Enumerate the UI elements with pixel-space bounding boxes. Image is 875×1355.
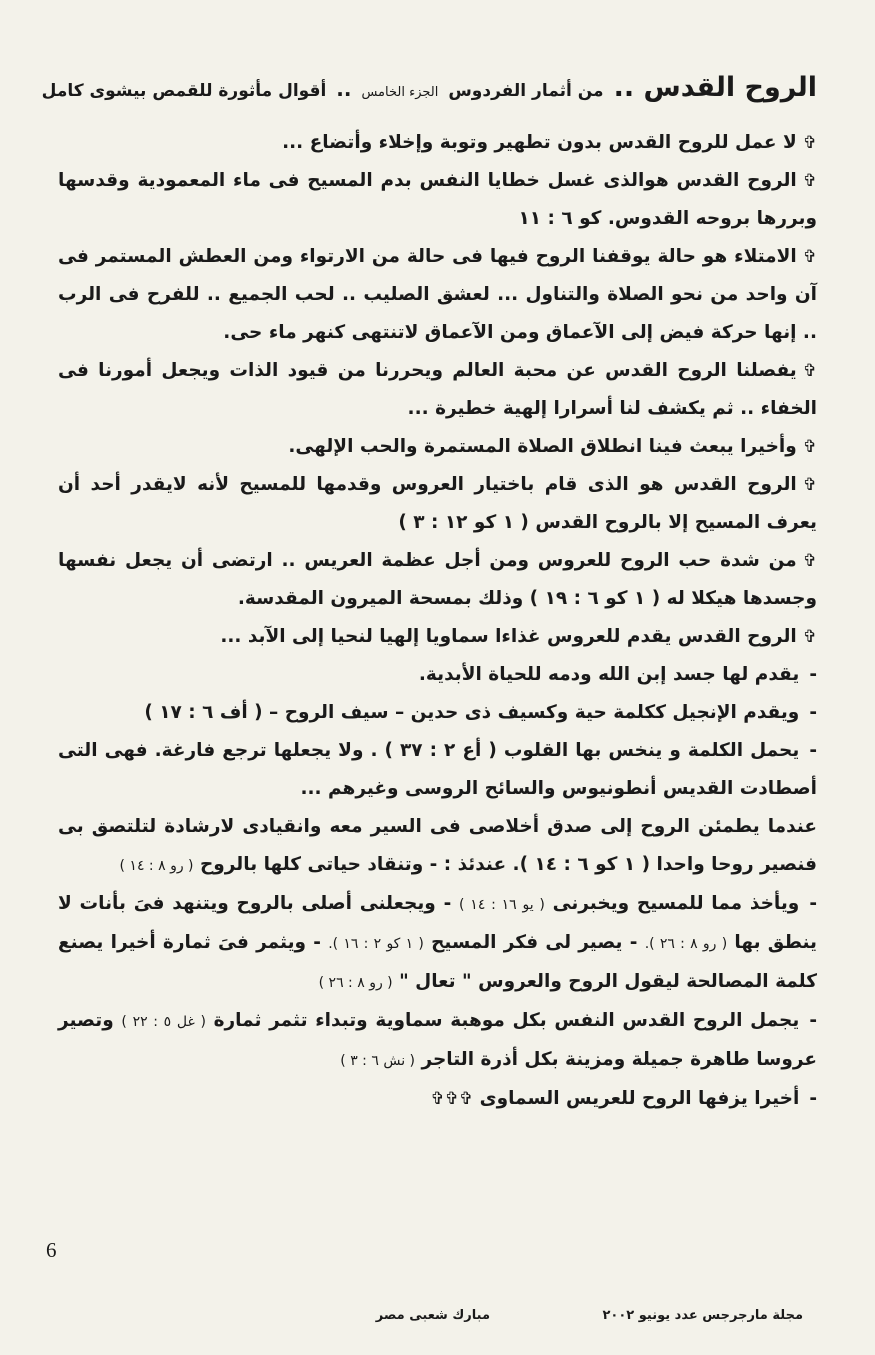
paragraph — [58, 618, 817, 656]
list-item — [58, 1002, 817, 1080]
header-title: الروح القدس .. — [613, 72, 817, 103]
dash-marker: - — [809, 893, 817, 914]
paragraph — [58, 238, 817, 352]
paragraph-text: الامتلاء هو حالة يوقفنا الروح فيها فى حالة من الارتواء ومن العطش المستمر فى آن واحد من نحو الصلاة والتناول ... لعشق الصليب .. لحب الجميع .. للفرح فى الرب .. إنها حركة فيض إلى الآعماق ومن الآعماق لاتنتهى كنهر ماء حى. — [58, 246, 817, 343]
dash-marker: - — [809, 1088, 817, 1109]
list-item-text: وتصير عروسا طاهرة جميلة ومزينة بكل أذرة التاجر — [58, 1010, 817, 1070]
list-item-text: ويأخذ مما للمسيح ويخبرنى — [552, 893, 800, 914]
cross-icon: ✞ — [802, 551, 817, 571]
cross-icon: ✞ — [802, 627, 817, 647]
list-item-text: يحمل الكلمة و ينخس بها القلوب ( أع ٢ : ٣٧ ) . ولا يجعلها ترجع فارغة. فهى التى أصطادت القديس أنطونيوس والسائح الروسى وغيرهم ... — [58, 740, 817, 799]
dash-marker: - — [809, 1010, 818, 1031]
list-item — [58, 656, 817, 694]
paragraph-text: عندما يطمئن الروح إلى صدق أخلاصى فى السير معه وانقيادى لارشادة لتلتصق بى فنصير روحا واحدا ( ١ كو ٦ : ١٤ ). عندئذ : - وتنقاد حياتى كلها بالروح — [58, 816, 817, 875]
footer-magazine: مجلة مارجرجس عدد يونيو ٢٠٠٢ — [602, 1308, 803, 1323]
paragraph-text: يفصلنا الروح القدس عن محبة العالم ويحررنا من قيود الذات ويجعل أمورنا فى الخفاء .. ثم يكشف لنا أسرارا إلهية خطيرة ... — [58, 360, 817, 419]
header-quotes-by: أقوال مأثورة للقمص بيشوى كامل — [41, 81, 327, 101]
dash-marker: - — [809, 740, 817, 761]
cross-icon: ✞ — [802, 247, 817, 267]
header-part: الجزء الخامس — [361, 85, 439, 100]
scripture-reference: ( رو ٨ : ١٤ ) — [119, 858, 194, 874]
list-item-text: - ويجعلنى أصلى بالروح ويتنهد فىَ بأنات لا ينطق بها — [58, 893, 817, 953]
cross-icon: ✞ — [802, 475, 817, 495]
list-item — [58, 694, 817, 732]
cross-icon: ✞✞✞ — [430, 1089, 474, 1109]
paragraph — [58, 428, 817, 466]
paragraph — [58, 808, 817, 885]
cross-icon: ✞ — [802, 133, 817, 153]
dash-marker: - — [809, 664, 817, 685]
scripture-reference: ( رو ٨ : ٢٦ ) — [318, 975, 393, 991]
page-footer — [0, 1308, 875, 1332]
page-number: 6 — [46, 1238, 57, 1262]
footer-publisher: مبارك شعبى مصر — [375, 1308, 490, 1323]
article-body — [58, 124, 817, 1118]
paragraph — [58, 466, 817, 542]
page-header — [41, 72, 817, 103]
scripture-reference: ( غل ٥ : ٢٢ ) — [121, 1014, 206, 1030]
list-item — [58, 732, 817, 808]
scripture-reference: ( يو ١٦ : ١٤ ) — [459, 897, 545, 913]
header-book: من أثمار الفردوس — [448, 81, 604, 101]
dash-marker: - — [809, 702, 817, 723]
paragraph-text: لا عمل للروح القدس بدون تطهير وتوبة وإخلاء وأتضاع ... — [282, 132, 797, 153]
list-item-text: أخيرا يزفها الروح للعريس السماوى — [479, 1088, 800, 1109]
list-item — [58, 1080, 817, 1118]
list-item-text: - ويثمر فىَ ثمارة أخيرا يصنع كلمة المصالحة ليقول الروح والعروس " تعال " — [58, 932, 817, 992]
paragraph-text: وأخيرا يبعث فينا انطلاق الصلاة المستمرة والحب الإلهى. — [288, 436, 797, 457]
paragraph — [58, 542, 817, 618]
header-separator: .. — [336, 77, 352, 101]
list-item-text: ويقدم الإنجيل ككلمة حية وكسيف ذى حدين – سيف الروح – ( أف ٦ : ١٧ ) — [144, 702, 800, 723]
list-item — [58, 885, 817, 1002]
paragraph-text: الروح القدس هوالذى غسل خطايا النفس بدم المسيح فى ماء المعمودية وقدسها وبررها بروحه القدوس. كو ٦ : ١١ — [58, 170, 817, 229]
paragraph-text: الروح القدس يقدم للعروس غذاءا سماويا إلهيا لنحيا إلى الآبد ... — [220, 626, 797, 647]
scripture-reference: ( ١ كو ٢ : ١٦ ). — [328, 936, 424, 952]
paragraph-text: الروح القدس هو الذى قام باختيار العروس وقدمها للمسيح لأنه لايقدر أحد أن يعرف المسيح إلا بالروح القدس ( ١ كو ١٢ : ٣ ) — [58, 474, 817, 533]
list-item-text: يجمل الروح القدس النفس بكل موهبة سماوية وتبداء تثمر ثمارة — [213, 1010, 800, 1031]
scripture-reference: ( نش ٦ : ٣ ) — [340, 1053, 415, 1069]
paragraph — [58, 352, 817, 428]
cross-icon: ✞ — [802, 171, 817, 191]
paragraph — [58, 162, 817, 238]
paragraph-text: من شدة حب الروح للعروس ومن أجل عظمة العريس .. ارتضى أن يجعل نفسها وجسدها هيكلا له ( ١ كو ٦ : ١٩ ) وذلك بمسحة الميرون المقدسة. — [58, 550, 817, 609]
scripture-reference: ( رو ٨ : ٢٦ ). — [644, 936, 728, 952]
cross-icon: ✞ — [802, 437, 817, 457]
cross-icon: ✞ — [802, 361, 817, 381]
list-item-text: يقدم لها جسد إبن الله ودمه للحياة الأبدية. — [418, 664, 800, 685]
list-item-text: - يصير لى فكر المسيح — [431, 932, 638, 953]
paragraph — [58, 124, 817, 162]
